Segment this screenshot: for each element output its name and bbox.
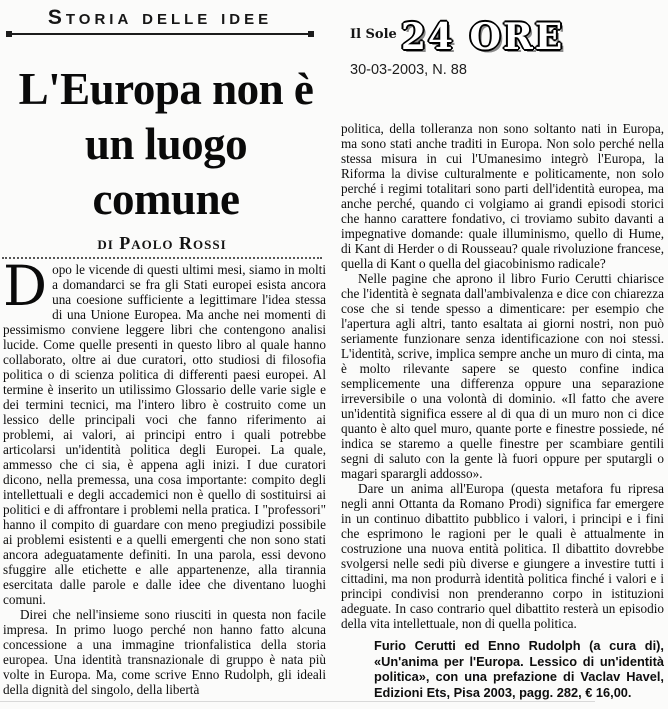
logo-prefix-text: Il Sole [350,27,397,42]
article-headline [0,62,332,227]
byline-dotted-rule [2,257,322,259]
section-header [8,6,312,35]
issue-date: 30-03-2003, N. 88 [350,62,467,78]
logo-main-text: 24 ORE [400,16,565,58]
paragraph-1-text: opo le vicende di questi ultimi mesi, siamo in molti a domandarci se fra gli Stati europei esista ancora una coesione sufficiente a legittimare l'idea stessa di una Unione Europea. Ma anche nei momenti di pessimismo conviene leggere libri che contengono analisi lucide. Come quelle presenti in questo libro al quale hanno collaborato, oltre ai due curatori, otto studiosi di filosofia politica o di scienza politica di differenti paesi europei. Al termine è inserito un utilissimo Glossario delle varie sigle e dei termini tecnici, ma l'intero libro è costruito come un lessico delle principali voci che fanno riferimento ai problemi, ai valori, ai principi entro i quali potrebbe articolarsi un'identità politica degli Europei. La quale, ammesso che ci sia, è appena agli inizi. I due curatori dicono, nella premessa, una cosa importante: compito degli intellettuali e degli accademici non è quello di sostituirsi ai politici e di affrontare i problemi nella pratica. I "professori" hanno il compito di guardare con meno pregiudizi possibile ai problemi esistenti e a quelli emergenti che non sono stati ancora adeguatamente definiti. In una parola, essi devono sfuggire alle etichette e alle appartenenze, alla tirannia esercitata dalle parole e dalle idee che diventano luoghi comuni. [3,262,326,607]
newspaper-masthead [350,16,564,78]
body-paragraph-3: politica, della tolleranza non sono soltanto nati in Europa, ma sono stati anche traditi in Europa. Non solo perché nella stessa misura in cui l'Umanesimo integrò l'Europa, la Riforma la divise culturalmente e politicamente, non solo perché i regimi totalitari sono parti dell'identità europea, ma anche perché, quando ci volgiamo ai grandi episodi storici che hanno carattere fondativo, ci troviamo subito davanti a impegnative domande: quale illuminismo, quello di Hume, di Kant di Herder o di Rousseau? quale rivoluzione francese, quella di Kant o quella del giacobinismo radicale? [341,121,664,271]
headline-line-1: L'Europa non è [18,64,314,114]
section-title: Storia delle idee [47,6,273,29]
byline: di Paolo Rossi [97,233,227,253]
dropcap-letter: D [3,254,48,318]
body-paragraph-5: Dare un anima all'Europa (questa metafora fu ripresa negli anni Ottanta da Romano Prodi) significa far emergere in un continuo dibattito pubblico i valori, i principi e i fini che esprimono le ragioni per le quali è attualmente in costruzione una nuova entità politica. Il dibattito dovrebbe svolgersi nelle sedi più diverse e giungere a investire tutti i cittadini, ma non produrrà identità politica finché i valori e i principi condivisi non prenderanno corpo in istituzioni adeguate. In caso contrario quel dibattito resterà un episodio della vita intellettuale, non di quella politica. [341,481,664,631]
body-paragraph-2: Direi che nell'insieme sono riusciti in questa non facile impresa. In primo luogo perché non hanno fatto alcuna concessione a una immagine trionfalistica della storia europea. Una identità transnazionale di gruppo è nata più volte in Europa. Ma, come scrive Enno Rudolph, gli ideali della dignità del singolo, della libertà [3,607,326,697]
scan-artifact-line [0,701,595,702]
left-column [3,254,326,697]
right-column [341,121,664,700]
headline-line-3: comune [92,174,240,224]
book-citation: Furio Cerutti ed Enno Rudolph (a cura di), «Un'anima per l'Europa. Lessico di un'identità politica», con una prefazione di Vaclav Havel, Edizioni Ets, Pisa 2003, pagg. 282, € 16,00. [374,638,664,700]
body-paragraph-1 [3,254,326,607]
newspaper-logo [350,16,564,58]
headline-line-2: un luogo [84,119,248,169]
body-paragraph-4: Nelle pagine che aprono il libro Furio Cerutti chiarisce che l'identità è segnata dall'ambivalenza e dice con chiarezza cose che si tende spesso a dimenticare: per esempio che l'apertura agli altri, tanto esaltata ai giorni nostri, non può seriamente funzionare senza identificazione con noi stessi. L'identità, scrive, implica sempre anche un muro di cinta, ma è molto rilevante sapere se questo confine indica semplicemente una differenza oppure una separazione irreversibile o una volontà di dominio. «Il fatto che avere un'identità significa essere al di qua di un muro non ci dice quanto è alto quel muro, quante porte e finestre possiede, né indica se staremo a quelle finestre per scambiare gentili segni di saluto con la gente là fuori oppure per sputargli o magari sparargli addosso». [341,271,664,481]
section-rule-line [8,33,312,35]
